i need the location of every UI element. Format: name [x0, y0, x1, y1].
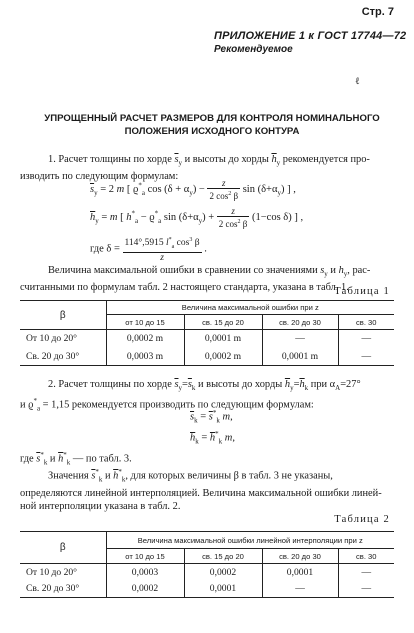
- table-row: От 10 до 20° 0,0003 0,0002 0,0001 —: [20, 564, 394, 581]
- section1-intro: 1. Расчет толщины по хорде $\overline{s}_y$ и высоты до хорды $\overline{h}_y$ рекомендуется про- изводить по следующим формулам:: [20, 154, 370, 183]
- recommended-label: Рекомендуемое: [214, 44, 293, 55]
- table2-col-header: св. 20 до 30: [262, 549, 338, 564]
- formula-delta: где δ = $\frac{114^\circ,5915 l^*_a \cos^3 \beta}{z}$ .: [90, 237, 207, 264]
- table2-col-header: от 10 до 15: [106, 549, 184, 564]
- table2-beta-header: β: [20, 532, 106, 564]
- formula-sy: $\overline{s}_y = 2$ m [ $ϱ^*_a$ $\cos (\delta + \alpha_y)$ − $\frac{z}{2 \cos^2 \beta}$ $\sin (\delta+\alpha_y)$ ] ,: [90, 178, 296, 201]
- formula-sk: $\overline{s}_k = \overline{s}^*_k$ m,: [190, 409, 233, 425]
- table2-col-header: св. 15 до 20: [184, 549, 262, 564]
- table1-col-header: св. 15 до 20: [184, 315, 262, 330]
- section2-values: Значения $\overline{s}^*_k$ и $\overline{h}^*_k$, для которых величины β в табл. 3 не указаны, определяются линейной интерполяцией. Величина максимальной ошибки линей- ной интерполяции указана в табл. 2.: [20, 468, 382, 512]
- margin-mark: ℓ: [355, 76, 360, 87]
- table1-col-header: св. 30: [338, 315, 394, 330]
- page-number: Стр. 7: [361, 6, 394, 18]
- section2-intro: 2. Расчет толщины по хорде $\overline{s}_y=\overline{s}_k$ и высоты до хорды $\overline{h}_y=\overline{h}_k$ при $\alpha_A=27^\circ$ и $ϱ^*_a = 1,15$ рекомендуется производить по следующим формулам:: [20, 379, 361, 413]
- table1: [20, 300, 394, 366]
- section2-where: где $\overline{s}^*_k$ и $\overline{h}^*_k$ — по табл. 3.: [20, 451, 132, 467]
- appendix-title: ПРИЛОЖЕНИЕ 1 к ГОСТ 17744—72: [214, 30, 407, 42]
- table1-group-header: Величина максимальной ошибки при z: [106, 301, 394, 315]
- table1-col-header: от 10 до 15: [106, 315, 184, 330]
- table2-group-header: Величина максимальной ошибки линейной интерполяции при z: [106, 532, 394, 549]
- table2-caption: Таблица 2: [334, 514, 390, 525]
- table1-col-header: св. 20 до 30: [262, 315, 338, 330]
- formula-hy: $\overline{h}_y = m$ [ $h^*_a - ϱ^*_a$ $\sin (\delta+\alpha_y)$ + $\frac{z}{2 \cos^2 \beta}$ (1−cos δ) ] ,: [90, 206, 304, 229]
- table2: [20, 531, 394, 598]
- table-row: От 10 до 20° 0,0002 m 0,0001 m — —: [20, 330, 394, 348]
- table2-col-header: св. 30: [338, 549, 394, 564]
- table1-beta-header: β: [20, 301, 106, 330]
- formula-hk: $\overline{h}_k = \overline{h}^*_k$ m,: [190, 430, 236, 446]
- title-line-2: ПОЛОЖЕНИЯ ИСХОДНОГО КОНТУРА: [124, 126, 300, 137]
- table1-caption: Таблица 1: [334, 286, 390, 297]
- title-line-1: УПРОЩЕННЫЙ РАСЧЕТ РАЗМЕРОВ ДЛЯ КОНТРОЛЯ НОМИНАЛЬНОГО: [44, 113, 380, 124]
- table-row: Св. 20 до 30° 0,0003 m 0,0002 m 0,0001 m —: [20, 348, 394, 366]
- document-title: [30, 112, 394, 138]
- section1-text: Величина максимальной ошибки в сравнении со значениями $s_y$ и $h_y$, рас- считанными по формулам табл. 2 настоящего стандарта, указана в табл. 1.: [20, 265, 371, 294]
- table-row: Св. 20 до 30° 0,0002 0,0001 — —: [20, 581, 394, 598]
